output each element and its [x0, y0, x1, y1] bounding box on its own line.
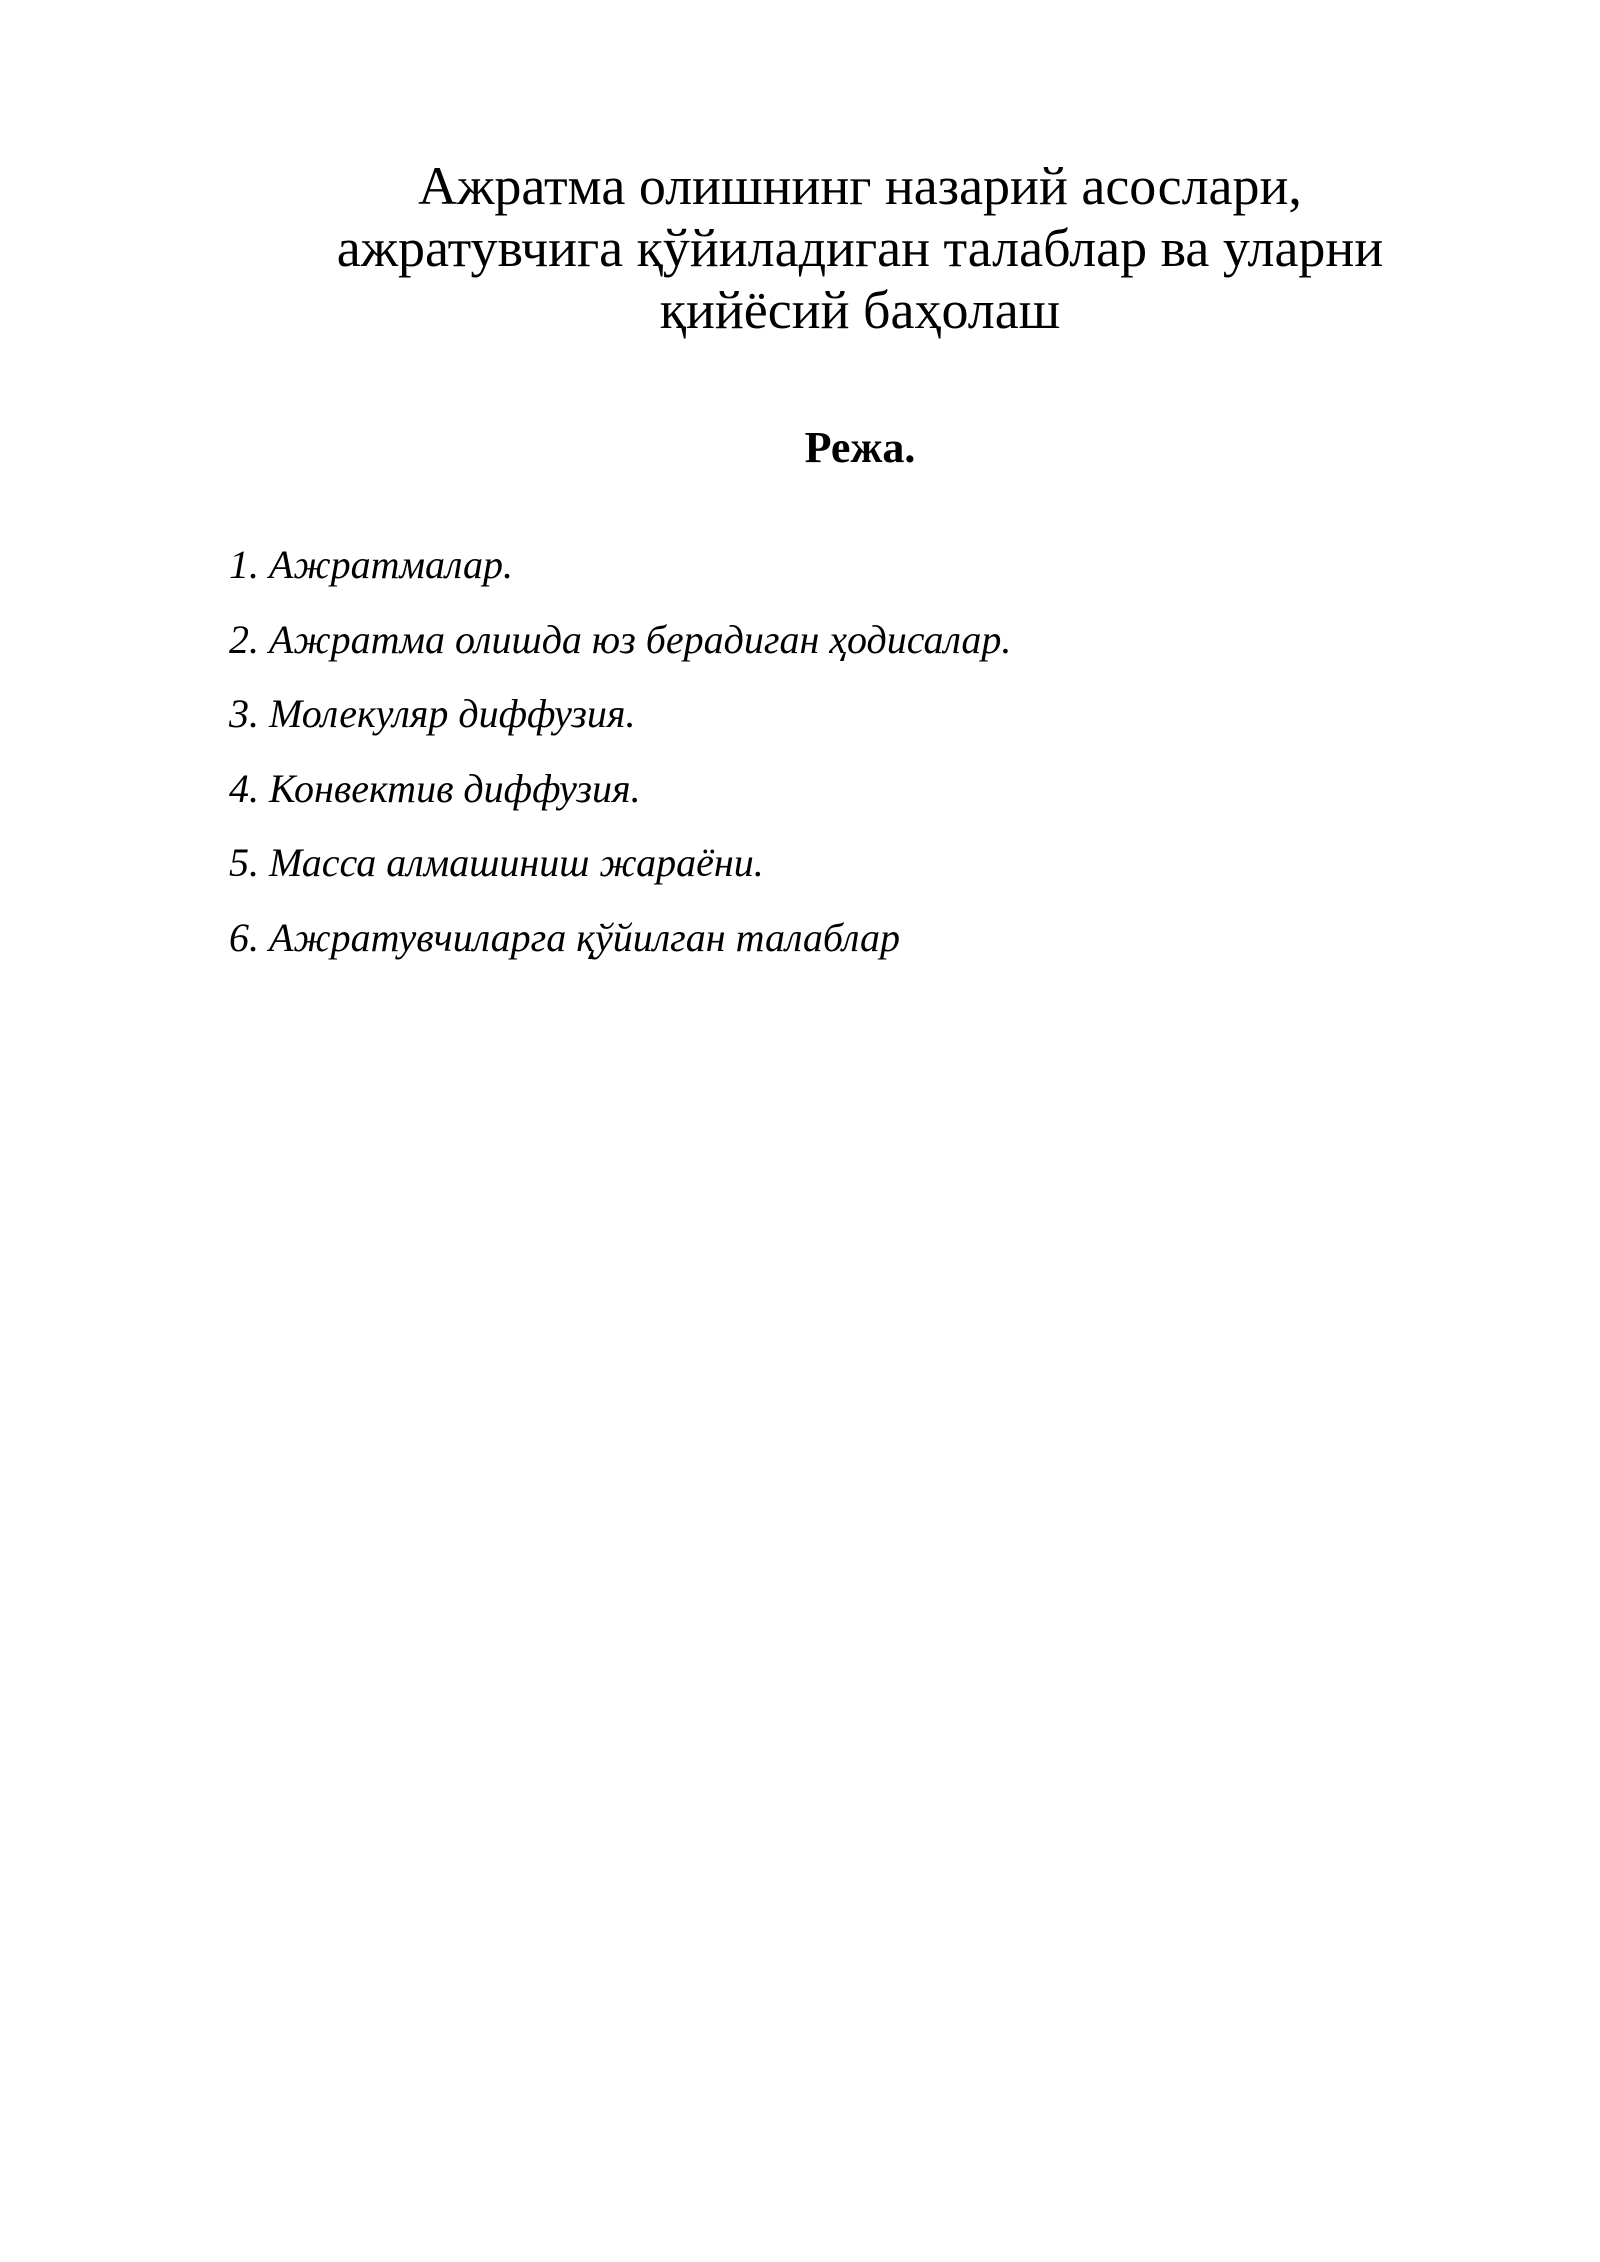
plan-list	[229, 540, 1011, 987]
page-title	[230, 155, 1490, 341]
plan-heading: Режа.	[804, 423, 916, 472]
plan-item: 6. Ажратувчиларга қўйилган талаблар	[229, 914, 900, 960]
plan-item: 3. Молекуляр диффузия.	[229, 691, 636, 736]
title-line: ажратувчига қўйиладиган талаблар ва уларни	[336, 218, 1384, 278]
plan-item: 4. Конвектив диффузия.	[229, 765, 641, 811]
title-line: Ажратма олишнинг назарий асослари,	[418, 156, 1302, 216]
plan-item: 1. Ажратмалар.	[229, 542, 513, 587]
plan-item: 5. Масса алмашиниш жараёни.	[229, 840, 764, 885]
plan-item: 2. Ажратма олишда юз берадиган ҳодисалар.	[229, 616, 1012, 662]
title-line: қийёсий баҳолаш	[659, 280, 1061, 340]
